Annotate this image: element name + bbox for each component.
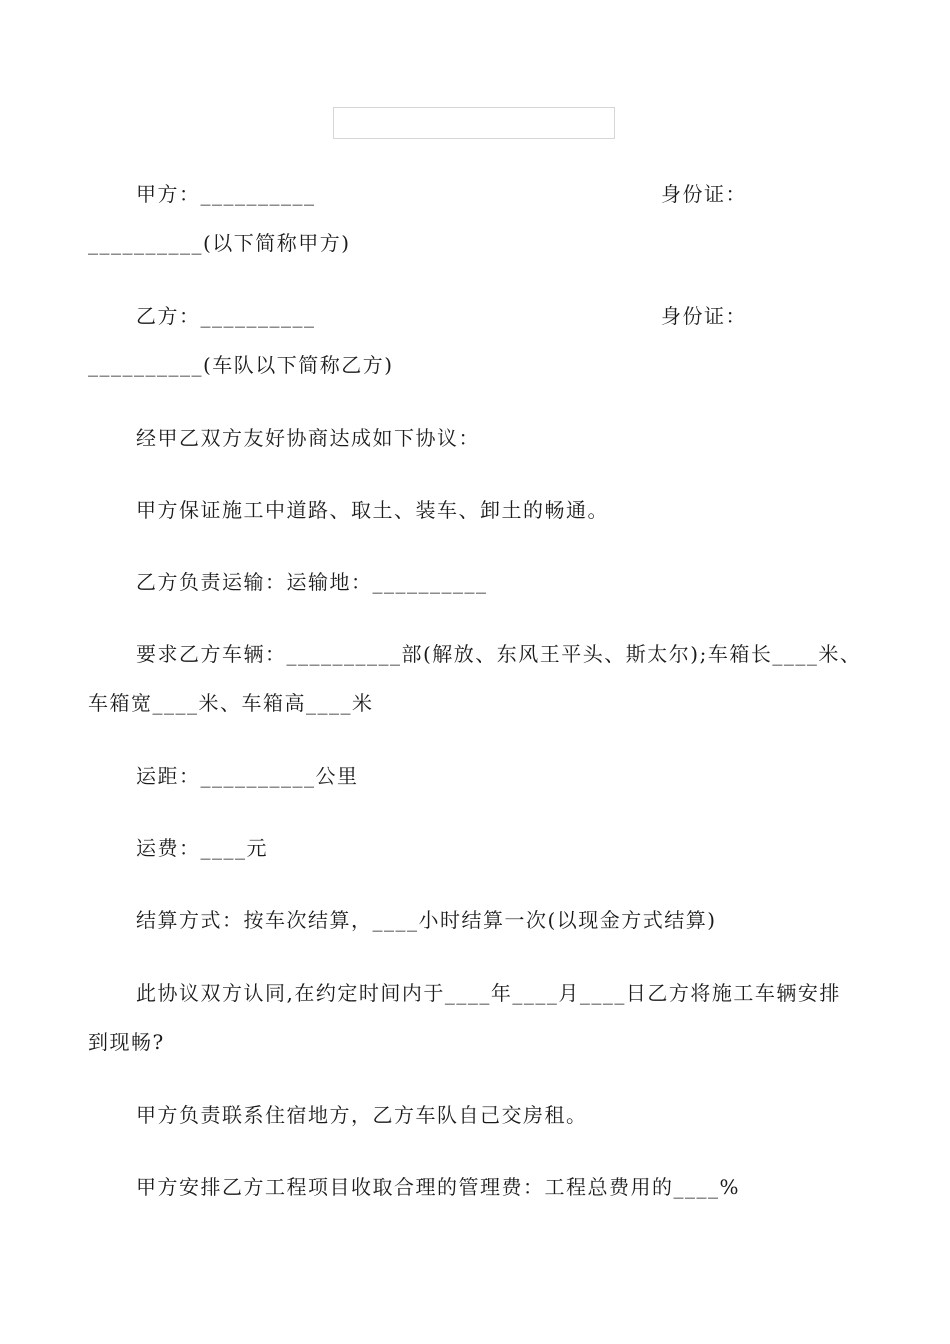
clause-settlement: 结算方式：按车次结算，____小时结算一次(以现金方式结算) [136, 908, 717, 932]
clause-road-access: 甲方保证施工中道路、取土、装车、卸土的畅通。 [136, 498, 609, 522]
clause-management-fee: 甲方安排乙方工程项目收取合理的管理费：工程总费用的____% [136, 1175, 741, 1199]
clause-accommodation: 甲方负责联系住宿地方，乙方车队自己交房租。 [136, 1103, 588, 1127]
clause-schedule-cont: 到现畅? [88, 1030, 165, 1054]
clause-schedule: 此协议双方认同,在约定时间内于____年____月____日乙方将施工车辆安排 [136, 981, 841, 1005]
clause-distance: 运距：__________公里 [136, 764, 359, 788]
party-a-alias-line: __________(以下简称甲方) [88, 231, 351, 255]
clause-freight: 运费：____元 [136, 836, 268, 860]
party-b-line: 乙方：__________ [136, 304, 316, 328]
party-b-alias-line: __________(车队以下简称乙方) [88, 353, 394, 377]
clause-vehicle-requirements: 要求乙方车辆：__________部(解放、东风王平头、斯太尔);车箱长____米、 [136, 642, 862, 666]
clause-vehicle-requirements-cont: 车箱宽____米、车箱高____米 [88, 691, 374, 715]
party-a-line: 甲方：__________ [136, 182, 316, 206]
title-placeholder-box [333, 107, 615, 139]
clause-transport-location: 乙方负责运输：运输地：__________ [136, 570, 488, 594]
agreement-intro: 经甲乙双方友好协商达成如下协议： [136, 426, 480, 450]
party-a-id-label: 身份证： [661, 182, 747, 206]
party-b-id-label: 身份证： [661, 304, 747, 328]
